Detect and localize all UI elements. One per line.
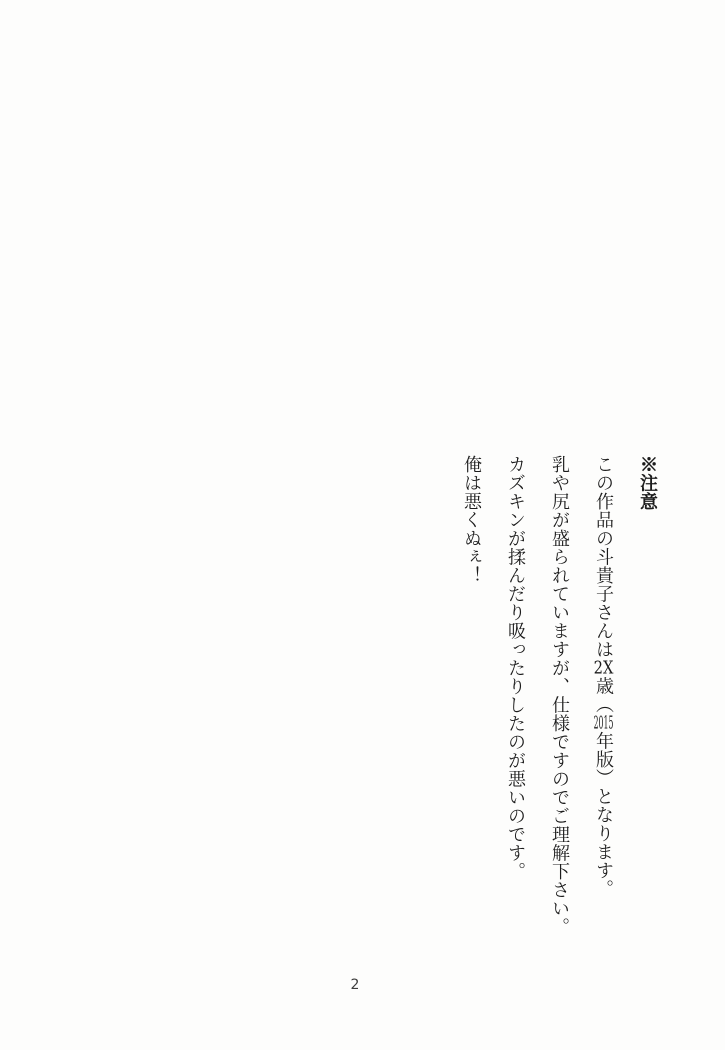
tatechuyoko-segment: 2015 — [593, 713, 614, 732]
text-segment: この作品の斗貴子さんは — [593, 455, 614, 659]
notice-column — [462, 455, 480, 955]
notice-title: ※注意 — [637, 455, 658, 511]
text-segment: 俺は悪くぬぇ！ — [461, 455, 482, 585]
text-segment: 乳や尻が盛られていますが、仕様ですのでご理解下さい。 — [549, 455, 570, 936]
notice-columns — [462, 455, 612, 955]
notice-block — [462, 455, 656, 955]
page-number: 2 — [350, 977, 360, 993]
notice-column — [550, 455, 568, 955]
tatechuyoko-segment: 2X — [593, 658, 614, 677]
text-segment: 歳（ — [593, 676, 614, 714]
notice-column — [506, 455, 524, 955]
text-segment: 年版）となります。 — [593, 731, 614, 898]
text-segment: カズキンが揉んだり吸ったりしたのが悪いのです。 — [505, 455, 526, 881]
notice-column — [594, 455, 612, 955]
